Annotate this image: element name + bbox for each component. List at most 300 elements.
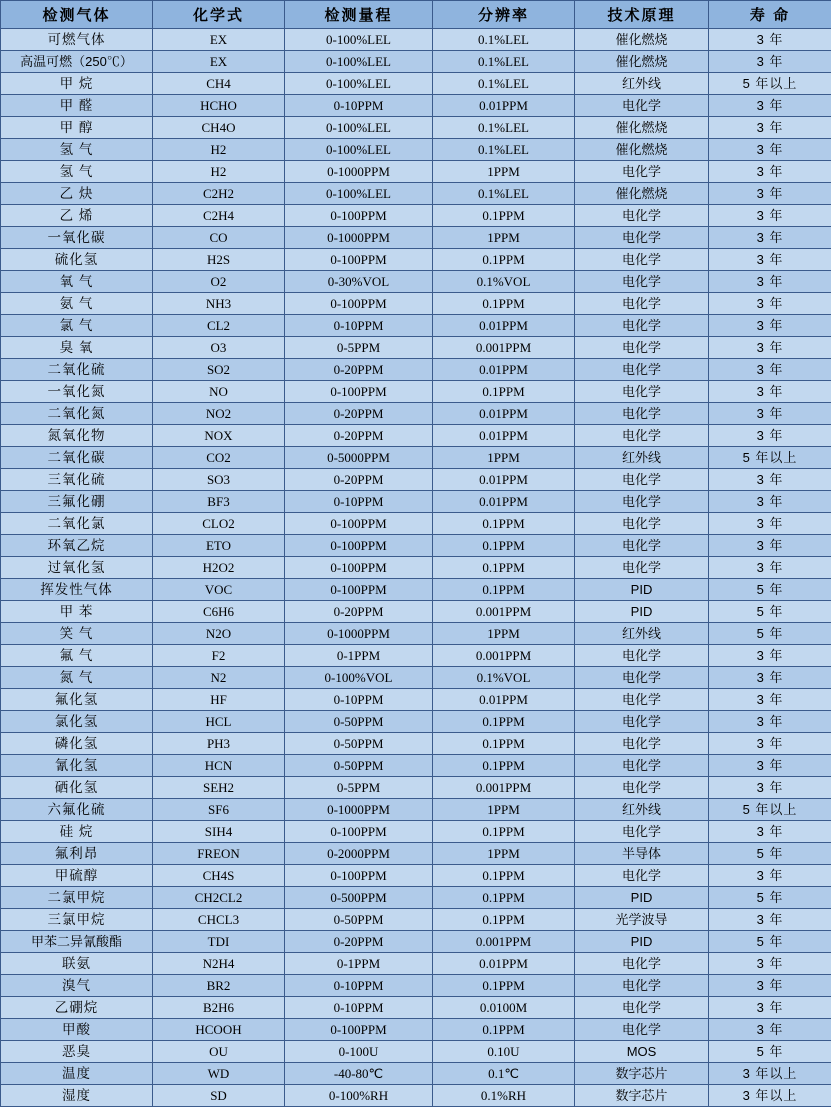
table-header: [1, 1, 831, 29]
table-row: [1, 491, 831, 513]
cell-principle: PID: [575, 579, 709, 601]
cell-formula: BR2: [153, 975, 285, 997]
cell-range: 0-100%LEL: [285, 73, 433, 95]
cell-formula: NO: [153, 381, 285, 403]
cell-resolution: 0.01PPM: [433, 425, 575, 447]
cell-gas: 氟利昂: [1, 843, 153, 865]
table-row: [1, 755, 831, 777]
cell-resolution: 0.01PPM: [433, 491, 575, 513]
cell-range: 0-1PPM: [285, 645, 433, 667]
cell-gas: 联氨: [1, 953, 153, 975]
cell-range: 0-2000PPM: [285, 843, 433, 865]
cell-principle: 电化学: [575, 337, 709, 359]
cell-formula: EX: [153, 51, 285, 73]
cell-range: 0-50PPM: [285, 733, 433, 755]
cell-formula: SO2: [153, 359, 285, 381]
table-row: [1, 579, 831, 601]
table-row: [1, 931, 831, 953]
cell-resolution: 0.1%LEL: [433, 183, 575, 205]
cell-principle: 光学波导: [575, 909, 709, 931]
cell-gas: 氰化氢: [1, 755, 153, 777]
cell-resolution: 0.01PPM: [433, 689, 575, 711]
cell-range: 0-1000PPM: [285, 161, 433, 183]
cell-lifetime: 5 年: [709, 931, 831, 953]
cell-range: 0-100PPM: [285, 535, 433, 557]
cell-range: 0-10PPM: [285, 491, 433, 513]
cell-range: 0-5000PPM: [285, 447, 433, 469]
table-row: [1, 337, 831, 359]
cell-gas: 氮氧化物: [1, 425, 153, 447]
cell-resolution: 0.01PPM: [433, 359, 575, 381]
table-body: [1, 29, 831, 1107]
cell-resolution: 0.001PPM: [433, 777, 575, 799]
cell-resolution: 0.1PPM: [433, 513, 575, 535]
cell-formula: N2: [153, 667, 285, 689]
cell-formula: TDI: [153, 931, 285, 953]
cell-resolution: 0.01PPM: [433, 95, 575, 117]
cell-resolution: 0.1PPM: [433, 1019, 575, 1041]
table-row: [1, 117, 831, 139]
column-header-resolution: 分辨率: [433, 1, 575, 29]
cell-gas: 氮 气: [1, 667, 153, 689]
cell-gas: 高温可燃（250℃）: [1, 51, 153, 73]
cell-formula: N2H4: [153, 953, 285, 975]
cell-lifetime: 3 年: [709, 469, 831, 491]
cell-range: 0-100PPM: [285, 293, 433, 315]
table-row: [1, 513, 831, 535]
cell-range: 0-1000PPM: [285, 623, 433, 645]
cell-lifetime: 5 年以上: [709, 73, 831, 95]
column-header-principle: 技术原理: [575, 1, 709, 29]
cell-formula: O3: [153, 337, 285, 359]
cell-range: 0-20PPM: [285, 469, 433, 491]
cell-gas: 氨 气: [1, 293, 153, 315]
cell-principle: 电化学: [575, 95, 709, 117]
cell-gas: 过氧化氢: [1, 557, 153, 579]
cell-principle: 红外线: [575, 623, 709, 645]
cell-range: 0-10PPM: [285, 975, 433, 997]
cell-resolution: 0.001PPM: [433, 601, 575, 623]
cell-gas: 二氧化硫: [1, 359, 153, 381]
table-row: [1, 29, 831, 51]
cell-formula: BF3: [153, 491, 285, 513]
table-row: [1, 359, 831, 381]
cell-range: 0-100PPM: [285, 381, 433, 403]
cell-gas: 三氧化硫: [1, 469, 153, 491]
cell-formula: C6H6: [153, 601, 285, 623]
cell-principle: 电化学: [575, 381, 709, 403]
cell-formula: HF: [153, 689, 285, 711]
cell-lifetime: 3 年: [709, 205, 831, 227]
cell-principle: 红外线: [575, 799, 709, 821]
cell-resolution: 0.1PPM: [433, 249, 575, 271]
cell-gas: 氯 气: [1, 315, 153, 337]
cell-range: 0-100PPM: [285, 249, 433, 271]
cell-formula: C2H2: [153, 183, 285, 205]
cell-range: 0-100%VOL: [285, 667, 433, 689]
cell-principle: PID: [575, 887, 709, 909]
cell-formula: SIH4: [153, 821, 285, 843]
cell-gas: 乙 炔: [1, 183, 153, 205]
cell-resolution: 0.0100M: [433, 997, 575, 1019]
cell-range: 0-1000PPM: [285, 799, 433, 821]
cell-gas: 氢 气: [1, 139, 153, 161]
cell-resolution: 0.01PPM: [433, 953, 575, 975]
cell-principle: 电化学: [575, 293, 709, 315]
cell-lifetime: 3 年: [709, 381, 831, 403]
table-row: [1, 887, 831, 909]
cell-range: 0-1PPM: [285, 953, 433, 975]
cell-formula: HCL: [153, 711, 285, 733]
cell-range: 0-10PPM: [285, 997, 433, 1019]
cell-resolution: 0.01PPM: [433, 315, 575, 337]
cell-principle: 红外线: [575, 73, 709, 95]
cell-resolution: 0.1PPM: [433, 865, 575, 887]
cell-formula: HCN: [153, 755, 285, 777]
cell-gas: 一氧化碳: [1, 227, 153, 249]
table-row: [1, 51, 831, 73]
cell-lifetime: 5 年: [709, 579, 831, 601]
cell-resolution: 0.1PPM: [433, 711, 575, 733]
cell-formula: VOC: [153, 579, 285, 601]
cell-formula: HCHO: [153, 95, 285, 117]
table-row: [1, 733, 831, 755]
cell-lifetime: 3 年: [709, 95, 831, 117]
cell-range: -40-80℃: [285, 1063, 433, 1085]
cell-gas: 溴气: [1, 975, 153, 997]
cell-principle: 催化燃烧: [575, 29, 709, 51]
cell-range: 0-100PPM: [285, 513, 433, 535]
cell-lifetime: 5 年以上: [709, 799, 831, 821]
table-row: [1, 953, 831, 975]
cell-lifetime: 3 年: [709, 755, 831, 777]
cell-gas: 挥发性气体: [1, 579, 153, 601]
table-row: [1, 315, 831, 337]
table-row: [1, 425, 831, 447]
cell-lifetime: 5 年: [709, 601, 831, 623]
cell-gas: 甲 醛: [1, 95, 153, 117]
cell-formula: SF6: [153, 799, 285, 821]
cell-lifetime: 3 年: [709, 161, 831, 183]
cell-resolution: 0.1%VOL: [433, 667, 575, 689]
cell-formula: HCOOH: [153, 1019, 285, 1041]
cell-principle: 电化学: [575, 513, 709, 535]
cell-resolution: 0.1PPM: [433, 733, 575, 755]
cell-resolution: 0.1PPM: [433, 909, 575, 931]
cell-principle: 电化学: [575, 689, 709, 711]
cell-formula: CH4: [153, 73, 285, 95]
cell-lifetime: 3 年: [709, 29, 831, 51]
table-row: [1, 293, 831, 315]
table-row: [1, 601, 831, 623]
cell-resolution: 0.1%LEL: [433, 73, 575, 95]
cell-resolution: 1PPM: [433, 447, 575, 469]
cell-gas: 甲硫醇: [1, 865, 153, 887]
cell-range: 0-20PPM: [285, 931, 433, 953]
cell-principle: 电化学: [575, 975, 709, 997]
cell-resolution: 0.1PPM: [433, 557, 575, 579]
table-row: [1, 557, 831, 579]
cell-principle: MOS: [575, 1041, 709, 1063]
cell-range: 0-100%LEL: [285, 117, 433, 139]
cell-resolution: 1PPM: [433, 843, 575, 865]
table-row: [1, 1041, 831, 1063]
cell-lifetime: 3 年: [709, 645, 831, 667]
cell-range: 0-100PPM: [285, 821, 433, 843]
cell-formula: H2: [153, 161, 285, 183]
column-header-gas: 检测气体: [1, 1, 153, 29]
cell-principle: 电化学: [575, 711, 709, 733]
cell-range: 0-5PPM: [285, 337, 433, 359]
cell-lifetime: 3 年: [709, 513, 831, 535]
cell-range: 0-10PPM: [285, 689, 433, 711]
cell-formula: CHCL3: [153, 909, 285, 931]
cell-lifetime: 5 年: [709, 1041, 831, 1063]
cell-range: 0-100PPM: [285, 205, 433, 227]
cell-lifetime: 3 年: [709, 293, 831, 315]
cell-gas: 硫化氢: [1, 249, 153, 271]
cell-gas: 二氧化氮: [1, 403, 153, 425]
cell-gas: 氢 气: [1, 161, 153, 183]
cell-range: 0-50PPM: [285, 909, 433, 931]
cell-formula: WD: [153, 1063, 285, 1085]
cell-resolution: 0.1PPM: [433, 821, 575, 843]
cell-resolution: 0.1PPM: [433, 975, 575, 997]
cell-formula: EX: [153, 29, 285, 51]
cell-principle: 数字芯片: [575, 1085, 709, 1107]
cell-range: 0-100%LEL: [285, 139, 433, 161]
cell-lifetime: 3 年: [709, 425, 831, 447]
cell-resolution: 0.1PPM: [433, 755, 575, 777]
table-row: [1, 73, 831, 95]
cell-lifetime: 3 年: [709, 711, 831, 733]
cell-resolution: 0.1%LEL: [433, 29, 575, 51]
cell-resolution: 0.1%LEL: [433, 51, 575, 73]
cell-resolution: 0.01PPM: [433, 403, 575, 425]
cell-lifetime: 3 年: [709, 359, 831, 381]
cell-gas: 乙 烯: [1, 205, 153, 227]
cell-resolution: 1PPM: [433, 799, 575, 821]
cell-principle: 电化学: [575, 1019, 709, 1041]
table-row: [1, 997, 831, 1019]
cell-gas: 臭 氧: [1, 337, 153, 359]
cell-formula: CL2: [153, 315, 285, 337]
cell-formula: C2H4: [153, 205, 285, 227]
column-header-lifetime: 寿 命: [709, 1, 831, 29]
cell-range: 0-100PPM: [285, 865, 433, 887]
cell-gas: 甲苯二异氰酸酯: [1, 931, 153, 953]
cell-principle: 电化学: [575, 997, 709, 1019]
cell-gas: 一氧化氮: [1, 381, 153, 403]
cell-lifetime: 3 年: [709, 117, 831, 139]
cell-formula: H2: [153, 139, 285, 161]
cell-lifetime: 3 年: [709, 1019, 831, 1041]
cell-formula: CLO2: [153, 513, 285, 535]
cell-formula: NOX: [153, 425, 285, 447]
table-row: [1, 975, 831, 997]
table-row: [1, 227, 831, 249]
cell-range: 0-30%VOL: [285, 271, 433, 293]
table-row: [1, 161, 831, 183]
cell-range: 0-100%LEL: [285, 29, 433, 51]
cell-range: 0-100PPM: [285, 579, 433, 601]
table-row: [1, 909, 831, 931]
cell-principle: 电化学: [575, 359, 709, 381]
column-header-range: 检测量程: [285, 1, 433, 29]
cell-principle: 电化学: [575, 469, 709, 491]
cell-principle: 电化学: [575, 227, 709, 249]
cell-resolution: 0.001PPM: [433, 337, 575, 359]
cell-gas: 可燃气体: [1, 29, 153, 51]
cell-resolution: 0.1PPM: [433, 381, 575, 403]
cell-principle: 电化学: [575, 491, 709, 513]
cell-principle: 电化学: [575, 535, 709, 557]
table-row: [1, 183, 831, 205]
cell-gas: 磷化氢: [1, 733, 153, 755]
cell-formula: CO: [153, 227, 285, 249]
cell-gas: 二氧化碳: [1, 447, 153, 469]
cell-lifetime: 3 年以上: [709, 1063, 831, 1085]
cell-principle: 电化学: [575, 953, 709, 975]
cell-lifetime: 3 年: [709, 51, 831, 73]
cell-range: 0-100U: [285, 1041, 433, 1063]
cell-formula: H2S: [153, 249, 285, 271]
cell-lifetime: 3 年: [709, 227, 831, 249]
cell-principle: 电化学: [575, 821, 709, 843]
cell-range: 0-100%RH: [285, 1085, 433, 1107]
table-row: [1, 469, 831, 491]
cell-gas: 温度: [1, 1063, 153, 1085]
cell-gas: 氯化氢: [1, 711, 153, 733]
cell-lifetime: 3 年: [709, 821, 831, 843]
cell-range: 0-20PPM: [285, 601, 433, 623]
cell-gas: 甲酸: [1, 1019, 153, 1041]
cell-gas: 乙硼烷: [1, 997, 153, 1019]
cell-range: 0-10PPM: [285, 95, 433, 117]
cell-lifetime: 5 年: [709, 623, 831, 645]
table-row: [1, 689, 831, 711]
cell-principle: 数字芯片: [575, 1063, 709, 1085]
table-row: [1, 777, 831, 799]
cell-range: 0-5PPM: [285, 777, 433, 799]
cell-lifetime: 3 年: [709, 777, 831, 799]
cell-formula: PH3: [153, 733, 285, 755]
cell-formula: CO2: [153, 447, 285, 469]
cell-principle: 电化学: [575, 271, 709, 293]
cell-range: 0-50PPM: [285, 711, 433, 733]
table-row: [1, 843, 831, 865]
cell-principle: 催化燃烧: [575, 51, 709, 73]
cell-gas: 甲 苯: [1, 601, 153, 623]
table-row: [1, 271, 831, 293]
table-row: [1, 205, 831, 227]
cell-gas: 氟 气: [1, 645, 153, 667]
cell-principle: 电化学: [575, 403, 709, 425]
cell-range: 0-100%LEL: [285, 51, 433, 73]
cell-range: 0-100%LEL: [285, 183, 433, 205]
cell-principle: 电化学: [575, 205, 709, 227]
cell-principle: 催化燃烧: [575, 117, 709, 139]
table-row: [1, 1063, 831, 1085]
cell-lifetime: 3 年: [709, 403, 831, 425]
cell-formula: NO2: [153, 403, 285, 425]
cell-lifetime: 3 年: [709, 689, 831, 711]
cell-gas: 恶臭: [1, 1041, 153, 1063]
table-row: [1, 865, 831, 887]
cell-range: 0-10PPM: [285, 315, 433, 337]
cell-range: 0-100PPM: [285, 1019, 433, 1041]
cell-principle: 电化学: [575, 777, 709, 799]
cell-principle: PID: [575, 601, 709, 623]
cell-formula: N2O: [153, 623, 285, 645]
cell-resolution: 0.1PPM: [433, 887, 575, 909]
cell-principle: 电化学: [575, 161, 709, 183]
cell-formula: O2: [153, 271, 285, 293]
table-row: [1, 623, 831, 645]
cell-lifetime: 5 年: [709, 843, 831, 865]
cell-resolution: 0.001PPM: [433, 931, 575, 953]
cell-principle: PID: [575, 931, 709, 953]
cell-lifetime: 3 年: [709, 667, 831, 689]
cell-resolution: 0.1%RH: [433, 1085, 575, 1107]
cell-lifetime: 3 年: [709, 557, 831, 579]
cell-formula: FREON: [153, 843, 285, 865]
cell-lifetime: 5 年: [709, 887, 831, 909]
cell-gas: 二氧化氯: [1, 513, 153, 535]
cell-resolution: 0.1%VOL: [433, 271, 575, 293]
cell-lifetime: 3 年: [709, 183, 831, 205]
cell-lifetime: 3 年以上: [709, 1085, 831, 1107]
cell-principle: 半导体: [575, 843, 709, 865]
cell-resolution: 0.01PPM: [433, 469, 575, 491]
cell-lifetime: 3 年: [709, 249, 831, 271]
cell-principle: 电化学: [575, 557, 709, 579]
cell-lifetime: 3 年: [709, 975, 831, 997]
cell-lifetime: 3 年: [709, 953, 831, 975]
cell-formula: SD: [153, 1085, 285, 1107]
cell-formula: B2H6: [153, 997, 285, 1019]
cell-lifetime: 3 年: [709, 997, 831, 1019]
cell-resolution: 0.001PPM: [433, 645, 575, 667]
cell-principle: 红外线: [575, 447, 709, 469]
table-row: [1, 447, 831, 469]
cell-gas: 湿度: [1, 1085, 153, 1107]
table-row: [1, 821, 831, 843]
cell-principle: 电化学: [575, 249, 709, 271]
cell-lifetime: 3 年: [709, 865, 831, 887]
column-header-formula: 化学式: [153, 1, 285, 29]
cell-gas: 三氯甲烷: [1, 909, 153, 931]
cell-formula: CH4O: [153, 117, 285, 139]
table-row: [1, 667, 831, 689]
table-row: [1, 139, 831, 161]
table-row: [1, 645, 831, 667]
cell-formula: CH4S: [153, 865, 285, 887]
cell-gas: 三氟化硼: [1, 491, 153, 513]
cell-principle: 电化学: [575, 667, 709, 689]
table-row: [1, 95, 831, 117]
cell-gas: 硒化氢: [1, 777, 153, 799]
cell-resolution: 0.1%LEL: [433, 117, 575, 139]
cell-principle: 电化学: [575, 425, 709, 447]
cell-gas: 环氧乙烷: [1, 535, 153, 557]
cell-principle: 电化学: [575, 865, 709, 887]
table-header-row: [1, 1, 831, 29]
cell-formula: ETO: [153, 535, 285, 557]
table-row: [1, 535, 831, 557]
cell-formula: H2O2: [153, 557, 285, 579]
cell-range: 0-100PPM: [285, 557, 433, 579]
